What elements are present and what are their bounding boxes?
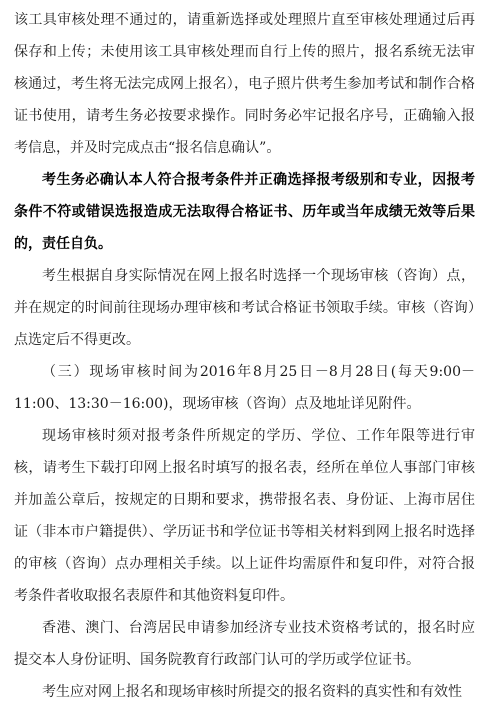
paragraph-review-time: （三）现场审核时间为2016年8月25日－8月28日(每天9:00－11:00、13:30－16:00)，现场审核（咨询）点及地址详见附件。 — [14, 364, 475, 412]
paragraph-eligibility-warning: 考生务必确认本人符合报考条件并正确选择报考级别和专业，因报考条件不符或错误选报造成无法取得合格证书、历年或当年成绩无效等后果的，责任自负。 — [14, 172, 475, 252]
paragraph-hk-macao-taiwan: 香港、澳门、台湾居民申请参加经济专业技术资格考试的，报名时应提交本人身份证明、国务院教育行政部门认可的学历或学位证书。 — [14, 620, 475, 668]
paragraph-review-site: 考生根据自身实际情况在网上报名时选择一个现场审核（咨询）点，并在规定的时间前往现场办理审核和考试合格证书领取手续。审核（咨询）点选定后不得更改。 — [14, 268, 475, 348]
paragraph-authenticity: 考生应对网上报名和现场审核时所提交的报名资料的真实性和有效性 — [42, 684, 462, 700]
paragraph-review-materials: 现场审核时须对报考条件所规定的学历、学位、工作年限等进行审核，请考生下载打印网上报名时填写的报名表，经所在单位人事部门审核并加盖公章后，按规定的日期和要求，携带报名表、身份证、上海市居住证（非本市户籍提供）、学历证书和学位证书等相关材料到网上报名时选择的审核（咨询）点办理相关手续。以上证件均需原件和复印件，对符合报考条件者收取报名表原件和其他资料复印件。 — [14, 428, 475, 604]
paragraph-photo-upload: 该工具审核处理不通过的，请重新选择或处理照片直至审核处理通过后再保存和上传；未使用该工具审核处理而自行上传的照片，报名系统无法审核通过，考生将无法完成网上报名），电子照片供考生参加考试和制作合格证书使用，请考生务必按要求操作。同时务必牢记报名序号，正确输入报考信息，并及时完成点击“报名信息确认”。 — [14, 12, 475, 156]
